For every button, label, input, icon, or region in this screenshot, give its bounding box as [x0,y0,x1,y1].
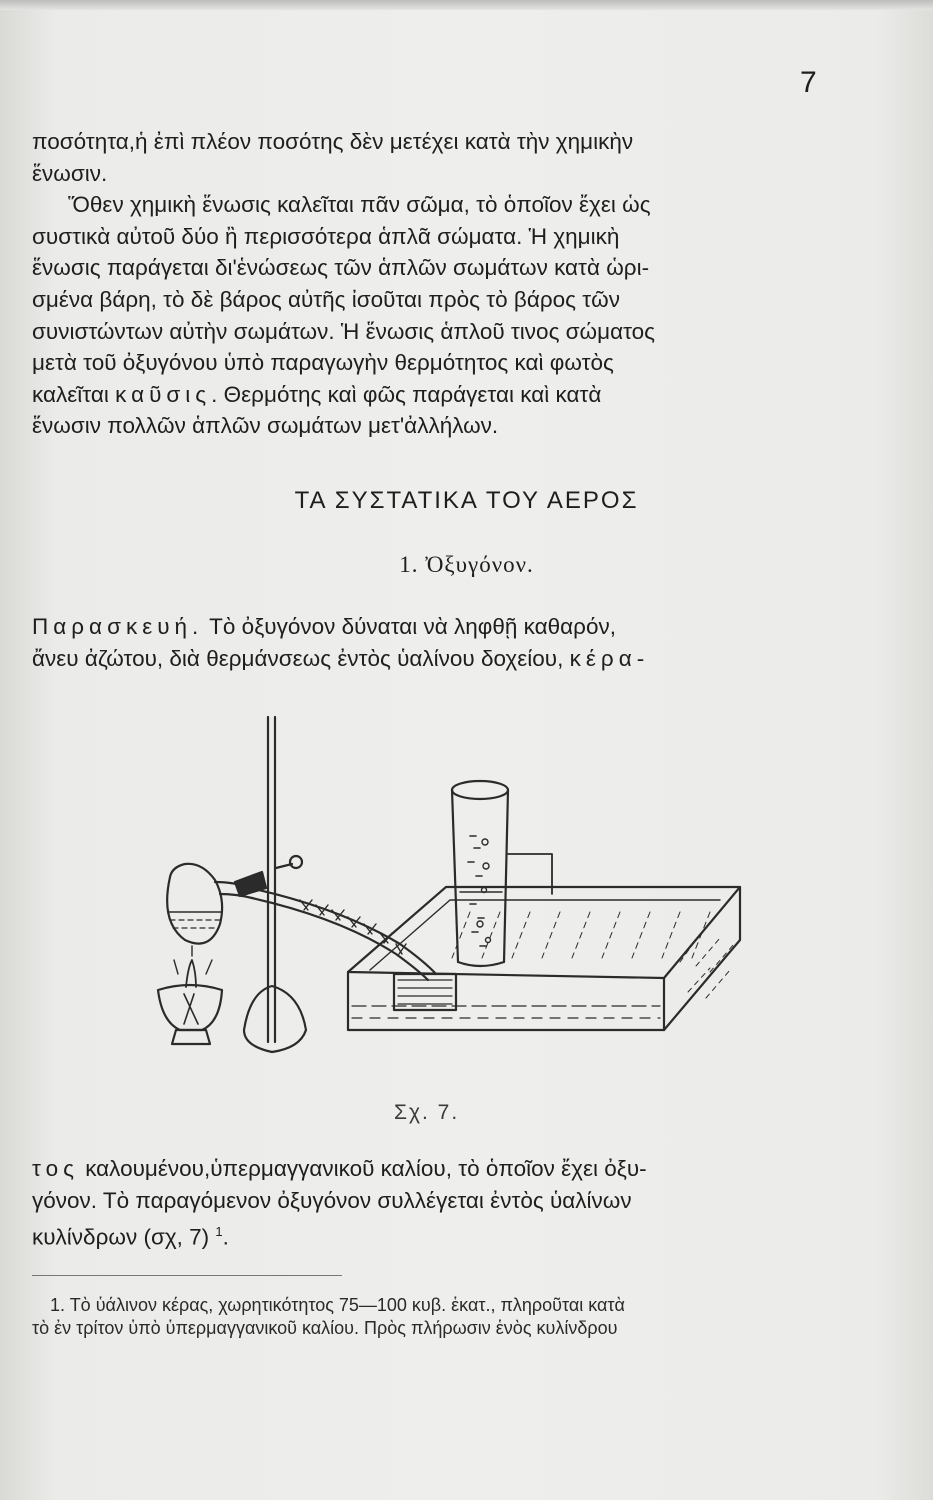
footnote-line: 1. Τὸ ὑάλινον κέρας, χωρητικότητος 75—100 κυβ. ἑκατ., πληροῦται κατὰ [50,1295,625,1315]
footnote [32,1294,880,1340]
delivery-tube [250,888,436,980]
text-line: ἕνωσιν πολλῶν ἁπλῶν σωμάτων μετ'ἀλλήλων. [32,413,499,439]
subsection-heading: 1. Ὀξυγόνον. [399,552,534,577]
text-fragment: καλεῖται [32,381,109,407]
spaced-term-keras: κέρα- [569,645,650,671]
text-line [32,611,862,643]
spaced-term-tos: τος [32,1156,79,1181]
text-fragment: . [222,1224,229,1250]
pneumatic-trough [348,887,740,1030]
text-line [32,643,862,675]
text-line: ἕνωσιν. [32,160,108,186]
text-line: συνιστώντων αὐτὴν σωμάτων. Ἡ ἕνωσις ἁπλοῦ τινος σώματος [32,318,656,344]
text-fragment: καλουμένου,ὑπερμαγγανικοῦ καλίου, τὸ ὁποῖον ἔχει ὀξυ- [85,1156,647,1181]
page-number: 7 [800,66,817,99]
text-line [32,1216,862,1253]
text-fragment: Τὸ ὀξυγόνον δύναται νὰ ληφθῇ καθαρόν, [209,614,616,639]
paragraph-preparation [32,611,862,674]
text-fragment: κυλίνδρων (σχ, 7) [32,1224,210,1250]
section-heading: ΤΑ ΣΥΣΤΑΤΙΚΑ ΤΟΥ ΑΕΡΟΣ [294,487,639,514]
stand-clamp [235,872,266,896]
text-fragment: ἄνευ ἀζώτου, διὰ θερμάνσεως ἐντὸς ὑαλίνου δοχείου, [32,645,564,671]
footnote-reference: 1 [215,1224,223,1240]
text-line [32,1153,862,1185]
gas-jar [452,781,508,966]
retort-flask [167,864,252,944]
page-top-shadow [0,0,933,10]
text-fragment: . Θερμότης καὶ φῶς παράγεται καὶ κατὰ [211,381,602,407]
spaced-term-kausis: καῦσις [115,381,212,407]
text-line: ποσότητα,ἡ ἐπὶ πλέον ποσότης δὲν μετέχει κατὰ τὴν χημικὴν [32,129,634,154]
text-line: Ὅθεν χημικὴ ἕνωσις καλεῖται πᾶν σῶμα, τὸ ὁποῖον ἔχει ὡς [68,192,651,218]
text-line: ἕνωσις παράγεται δι'ἑνώσεως τῶν ἁπλῶν σωμάτων κατὰ ὡρι- [32,255,650,281]
text-line: γόνον. Τὸ παραγόμενον ὀξυγόνον συλλέγεται ἐντὸς ὑαλίνων [32,1187,632,1213]
text-line: συστικὰ αὐτοῦ δύο ἢ περισσότερα ἁπλᾶ σώματα. Ἡ χημικὴ [32,223,620,249]
spirit-lamp [158,946,222,1044]
text-line: σμένα βάρη, τὸ δὲ βάρος αὐτῆς ἰσοῦται πρὸς τὸ βάρος τῶν [32,286,620,312]
footnote-line: τὸ ἐν τρίτον ὑπὸ ὑπερμαγγανικοῦ καλίου. Πρὸς πλήρωσιν ἑνὸς κυλίνδρου [32,1318,618,1338]
paragraph-chemical-compound [32,126,862,442]
footnote-divider [32,1275,342,1276]
spaced-term-paraskevi: Παρασκευή. [32,614,204,639]
text-line [32,379,862,411]
beehive-shelf [394,974,456,1010]
oxygen-apparatus-illustration [140,712,780,1057]
paragraph-collection [32,1153,862,1253]
text-line: μετὰ τοῦ ὀξυγόνου ὑπὸ παραγωγὴν θερμότητος καὶ φωτὸς [32,350,614,376]
figure-caption: Σχ. 7. [394,1101,460,1124]
